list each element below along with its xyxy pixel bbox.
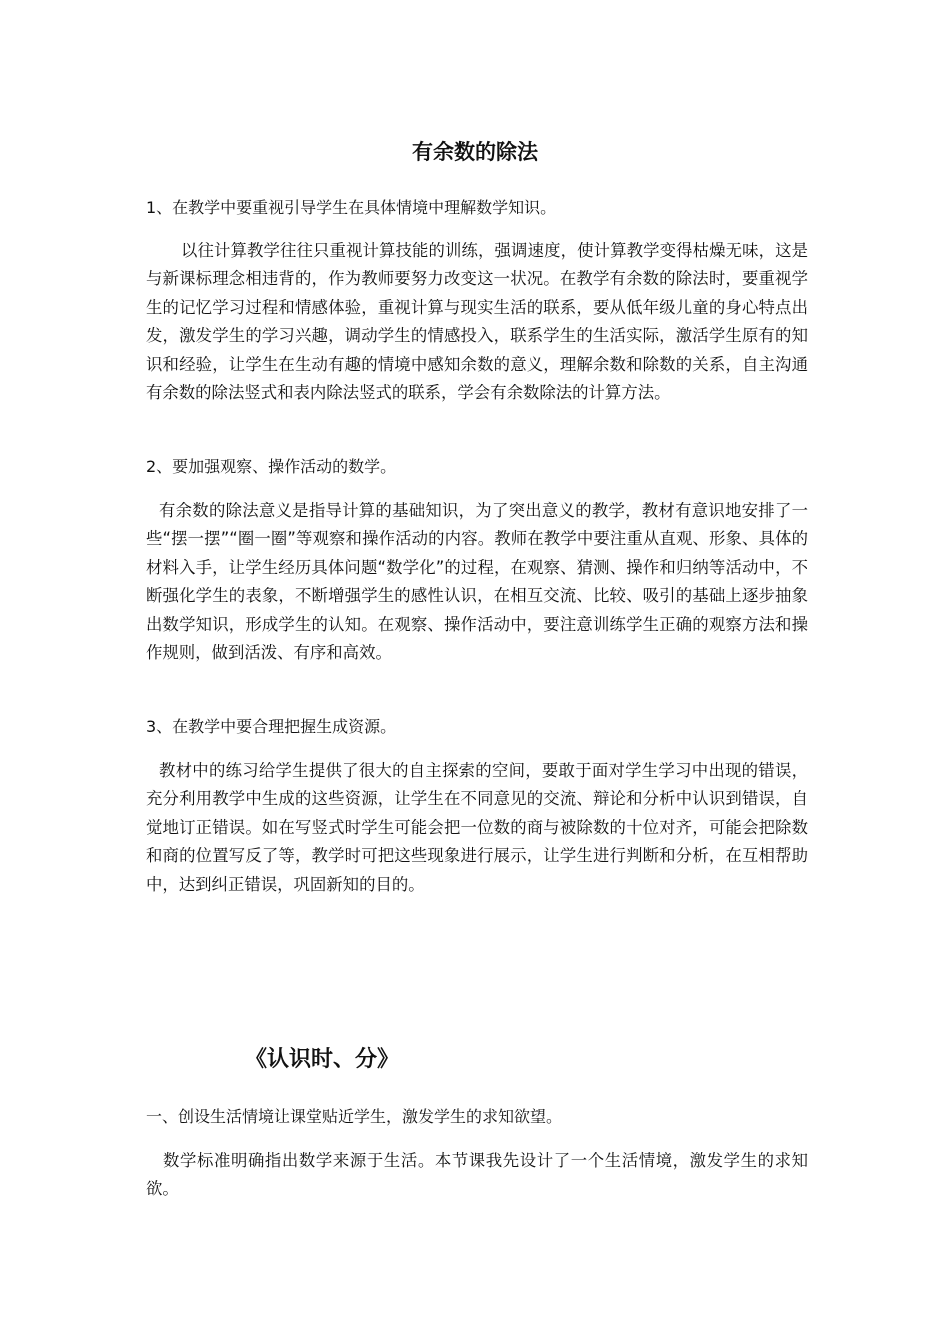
- section1-paragraph-1: 以往计算教学往往只重视计算技能的训练，强调速度，使计算教学变得枯燥无味，这是与新课标理念相违背的，作为教师要努力改变这一状况。在教学有余数的除法时，要重视学生的记忆学习过程和情感体验，重视计算与现实生活的联系，要从低年级儿童的身心特点出发，激发学生的学习兴趣，调动学生的情感投入，联系学生的生活实际，激活学生原有的知识和经验，让学生在生动有趣的情境中感知余数的意义，理解余数和除数的关系，自主沟通有余数的除法竖式和表内除法竖式的联系，学会有余数除法的计算方法。: [146, 241, 808, 403]
- section2-paragraph-1: 数学标准明确指出数学来源于生活。本节课我先设计了一个生活情境，激发学生的求知欲。: [146, 1151, 808, 1199]
- section1-heading-1: 1、在教学中要重视引导学生在具体情境中理解数学知识。: [146, 198, 557, 217]
- section1-paragraph-2: 有余数的除法意义是指导计算的基础知识，为了突出意义的教学，教材有意识地安排了一些“摆一摆”“圈一圈”等观察和操作活动的内容。教师在教学中要注重从直观、形象、具体的材料入手，让学生经历具体问题“数学化”的过程，在观察、猜测、操作和归纳等活动中，不断强化学生的表象，不断增强学生的感性认识，在相互交流、比较、吸引的基础上逐步抽象出数学知识，形成学生的认知。在观察、操作活动中，要注意训练学生正确的观察方法和操作规则，做到活泼、有序和高效。: [146, 501, 808, 663]
- section1-paragraph-3: 教材中的练习给学生提供了很大的自主探索的空间，要敢于面对学生学习中出现的错误，充分利用教学中生成的这些资源，让学生在不同意见的交流、辩论和分析中认识到错误，自觉地订正错误。如在写竖式时学生可能会把一位数的商与被除数的十位对齐，可能会把除数和商的位置写反了等，教学时可把这些现象进行展示，让学生进行判断和分析，在互相帮助中，达到纠正错误，巩固新知的目的。: [146, 761, 808, 894]
- title-division-with-remainder: 有余数的除法: [412, 140, 538, 164]
- title-recognize-hours-minutes: 《认识时、分》: [245, 1047, 400, 1072]
- section1-heading-3: 3、在教学中要合理把握生成资源。: [146, 717, 397, 736]
- section2-heading-1: 一、创设生活情境让课堂贴近学生，激发学生的求知欲望。: [146, 1107, 563, 1126]
- section1-heading-2: 2、要加强观察、操作活动的数学。: [146, 457, 397, 476]
